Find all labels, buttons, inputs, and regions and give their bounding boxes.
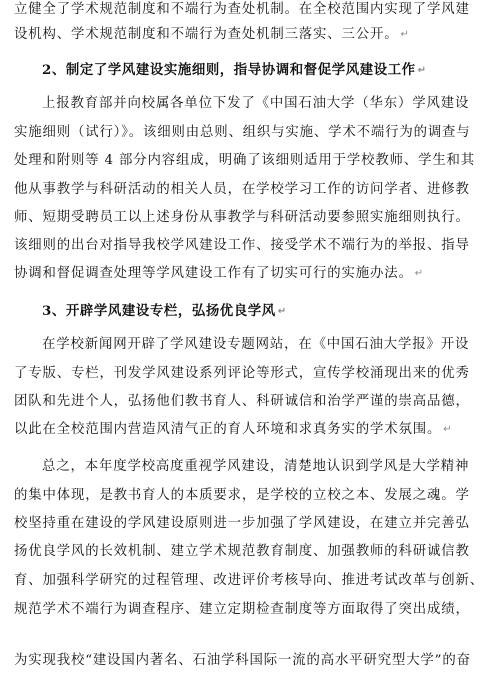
text-line-content: 上报教育部并向校属各单位下发了《中国石油大学（华东）学风建设 [42, 96, 470, 111]
text-line [14, 123, 471, 143]
text-line-content: 实施细则（试行）》。该细则由总则、组织与实施、学术不端行为的调查与 [14, 125, 471, 140]
text-line [14, 514, 470, 534]
text-line [14, 25, 410, 45]
text-line-content: 立健全了学术规范制度和不端行为查处机制。在全校范围内实现了学风建 [14, 2, 470, 17]
text-line [14, 364, 470, 384]
text-line [14, 542, 470, 562]
section-heading-2 [42, 60, 427, 81]
text-line [14, 600, 470, 620]
text-line-content: 育、加强科学研究的过程管理、改进评价考核导向、推进考试改革与创新、 [14, 573, 484, 588]
text-line [42, 335, 469, 355]
text-line [14, 264, 424, 284]
text-line [14, 651, 471, 671]
paragraph-mark-icon: ↵ [443, 424, 453, 435]
paragraph-mark-icon: ↵ [400, 29, 410, 40]
paragraph-mark-icon: ↵ [414, 268, 424, 279]
section-heading-3 [42, 301, 287, 322]
text-line [14, 151, 475, 171]
text-line-content: 他从事教学与科研活动的相关人员，在学校学习工作的访问学者、进修教 [14, 182, 470, 197]
text-line-content: 师、短期受聘员工以上述身份从事教学与科研活动要参照实施细则执行。 [14, 210, 470, 225]
text-line [14, 392, 470, 412]
section-heading-text: 3、开辟学风建设专栏，弘扬优良学风 [42, 303, 276, 319]
text-line [14, 486, 470, 506]
text-line-content: 总之，本年度学校高度重视学风建设，清楚地认识到学风是大学精神 [42, 459, 470, 474]
text-line [14, 571, 484, 591]
text-line-content: 为实现我校“建设国内著名、石油学科国际一流的高水平研究型大学”的奋 [14, 653, 471, 668]
paragraph-mark-icon: ↵ [277, 306, 287, 317]
text-line [14, 180, 470, 200]
text-line-content: 扬优良学风的长效机制、建立学术规范教育制度、加强教师的科研诚信教 [14, 544, 470, 559]
text-line [14, 0, 470, 20]
text-line-content: 校坚持重在建设的学风建设原则进一步加强了学风建设，在建立并完善弘 [14, 516, 470, 531]
text-line-content: 团队和先进个人，弘扬他们教书育人、科研诚信和治学严谨的崇高品德， [14, 394, 470, 409]
text-line [42, 457, 469, 477]
text-line-content: 以此在全校范围内营造风清气正的育人环境和求真务实的学术氛围。 [14, 422, 442, 437]
text-line-content: 该细则的出台对指导我校学风建设工作、接受学术不端行为的举报、指导 [14, 238, 470, 253]
text-line-content: 了专版、专栏，刊发学风建设系列评论等形式，宣传学校涌现出来的优秀 [14, 366, 470, 381]
text-line [14, 236, 470, 256]
text-line-content: 的集中体现，是教书育人的本质要求，是学校的立校之本、发展之魂。学 [14, 488, 470, 503]
text-line-content: 在学校新闻网开辟了学风建设专题网站，在《中国石油大学报》开设 [42, 337, 470, 352]
section-heading-text: 2、制定了学风建设实施细则，指导协调和督促学风建设工作 [42, 62, 416, 78]
paragraph-mark-icon: ↵ [417, 65, 427, 76]
text-line-content: 处理和附则等 4 部分内容组成，明确了该细则适用于学校教师、学生和其 [14, 153, 476, 168]
text-line-content: 协调和督促调查处理等学风建设工作有了切实可行的实施办法。 [14, 266, 413, 281]
text-line-content: 规范学术不端行为调查程序、建立定期检查制度等方面取得了突出成绩， [14, 602, 470, 617]
text-line-content: 设机构、学术规范制度和不端行为查处机制三落实、三公开。 [14, 27, 399, 42]
text-line [42, 94, 469, 114]
text-line [14, 208, 470, 228]
text-line [14, 420, 452, 440]
